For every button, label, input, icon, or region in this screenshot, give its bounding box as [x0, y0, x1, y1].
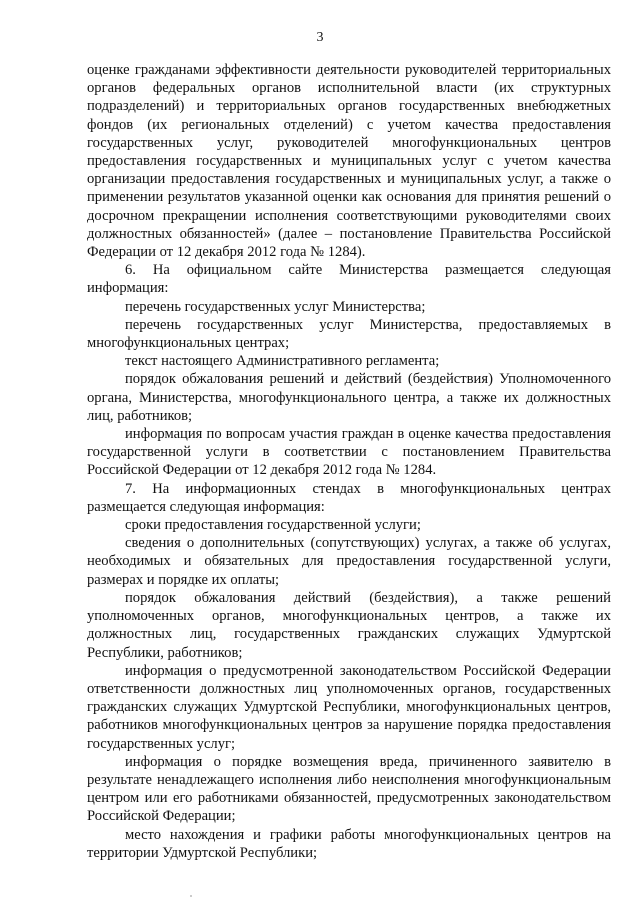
paragraph: перечень государственных услуг Министерства;	[125, 298, 426, 315]
paragraph: информация по вопросам участия граждан в оценке качества предоставления государственной услуги в соответствии с постановлением Правительства Российской Федерации от 12 декабря 2012 года № 1284.	[87, 426, 611, 479]
paragraph: сроки предоставления государственной услуги;	[125, 517, 421, 534]
scan-speck	[190, 895, 192, 897]
paragraph: перечень государственных услуг Министерства, предоставляемых в многофункциональных центрах;	[87, 316, 611, 352]
paragraph-item-7: 7. На информационных стендах в многофункциональных центрах размещается следующая информация:	[87, 480, 611, 515]
paragraph: место нахождения и графики работы многофункциональных центров на территории Удмуртской Республики;	[87, 826, 611, 861]
page-number: 3	[316, 30, 324, 45]
document-body	[87, 61, 611, 862]
paragraph-item-6: 6. На официальном сайте Министерства размещается следующая информация:	[87, 262, 611, 297]
paragraph: информация о порядке возмещения вреда, причиненного заявителю в результате ненадлежащего исполнения либо неисполнения многофункциональным центром или его работниками обязанностей, предусмотренных законодательством Российской Федерации;	[87, 753, 611, 825]
paragraph-continuation: оценке гражданами эффективности деятельности руководителей территориальных органов федеральных органов исполнительной власти (их структурных подразделений) и территориальных органов государственных внебюджетных фондов (их региональных отделений) с учетом качества предоставления государственных услуг, руководителей многофункциональных центров предоставления государственных и муниципальных услуг с учетом качества организации предоставления государственных и муниципальных услуг, а также о применении результатов указанной оценки как основания для принятия решений о досрочном прекращении исполнения соответствующими руководителями своих должностных обязанностей» (далее – постановление Правительства Российской Федерации от 12 декабря 2012 года № 1284).	[87, 62, 611, 261]
paragraph: информация о предусмотренной законодательством Российской Федерации ответственности должностных лиц уполномоченных органов, государственных гражданских служащих Удмуртской Республики, многофункциональных центров, работников многофункциональных центров за нарушение порядка предоставления государственных услуг;	[87, 662, 611, 752]
paragraph: текст настоящего Административного регламента;	[125, 353, 440, 370]
paragraph: порядок обжалования действий (бездействия), а также решений уполномоченных органов, многофункциональных центров, а также их должностных лиц, государственных гражданских служащих Удмуртской Республики, работников;	[87, 589, 611, 661]
paragraph: сведения о дополнительных (сопутствующих) услугах, а также об услугах, необходимых и обязательных для предоставления государственной услуги, размерах и порядке их оплаты;	[87, 535, 611, 588]
paragraph: порядок обжалования решений и действий (бездействия) Уполномоченного органа, Министерства, многофункционального центра, а также их должностных лиц, работников;	[87, 371, 611, 424]
